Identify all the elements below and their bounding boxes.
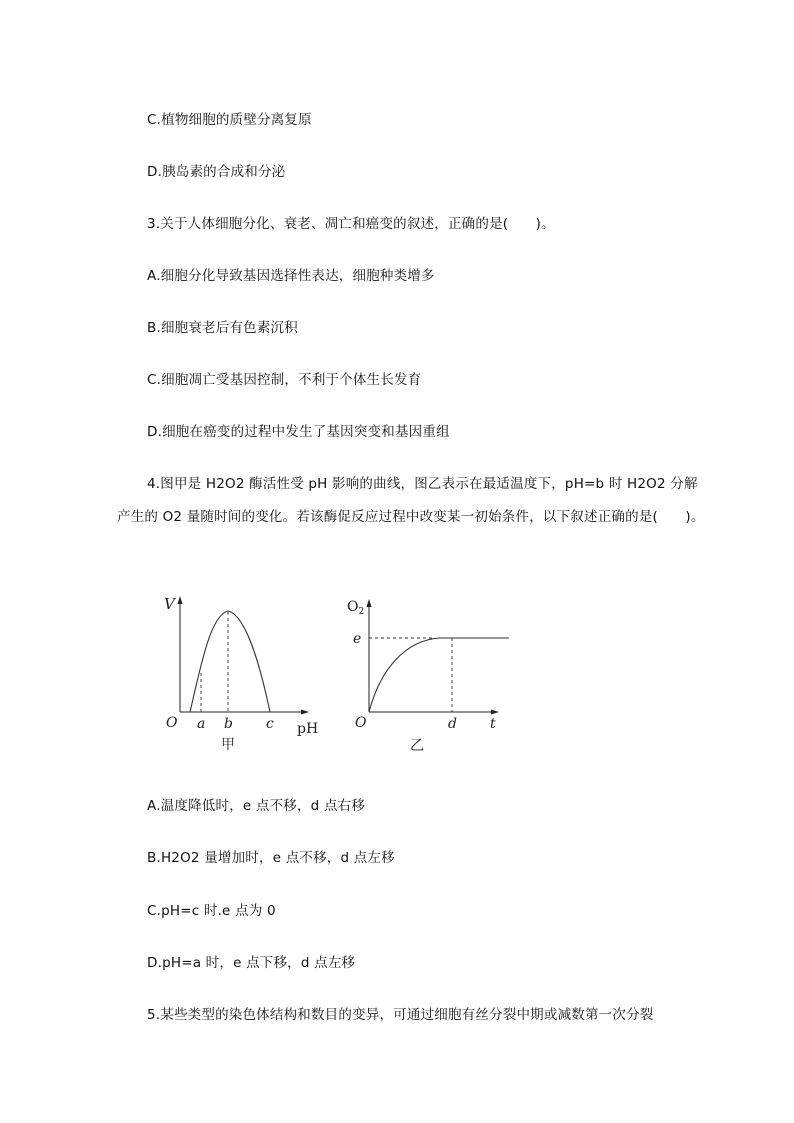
question-4-stem-line-2: 产生的 O2 量随时间的变化。若该酶促反应过程中改变某一初始条件，以下叙述正确的是( )。 xyxy=(117,509,705,525)
y-axis-label: V xyxy=(164,595,175,613)
option-q3-d: D.细胞在癌变的过程中发生了基因突变和基因重组 xyxy=(147,424,450,440)
question-3-stem: 3.关于人体细胞分化、衰老、凋亡和癌变的叙述，正确的是( )。 xyxy=(147,216,555,232)
figure-jia-ph-curve xyxy=(160,585,330,760)
figure-title: 乙 xyxy=(410,738,424,754)
option-q4-c: C.pH=c 时.e 点为 0 xyxy=(147,903,276,919)
x-axis-label: pH xyxy=(297,721,319,737)
option-q2-c: C.植物细胞的质壁分离复原 xyxy=(147,112,312,128)
tick-d: d xyxy=(448,716,457,732)
x-axis-label: t xyxy=(490,716,496,732)
option-q3-c: C.细胞凋亡受基因控制，不利于个体生长发育 xyxy=(147,372,422,388)
option-q2-d: D.胰岛素的合成和分泌 xyxy=(147,164,286,180)
option-q4-d: D.pH=a 时，e 点下移，d 点左移 xyxy=(147,955,356,971)
tick-b: b xyxy=(224,716,233,732)
tick-a: a xyxy=(197,716,206,732)
x-axis-arrow-icon xyxy=(301,710,309,715)
option-q4-b: B.H2O2 量增加时，e 点不移，d 点左移 xyxy=(147,850,395,866)
question-5-stem: 5.某些类型的染色体结构和数目的变异，可通过细胞有丝分裂中期或减数第一次分裂 xyxy=(147,1007,654,1023)
x-axis-arrow-icon xyxy=(491,710,499,715)
figure-yi-o2-curve xyxy=(335,585,520,760)
y-axis-arrow-icon xyxy=(178,596,183,604)
figure-title: 甲 xyxy=(221,737,235,753)
question-4-stem-line-1: 4.图甲是 H2O2 酶活性受 pH 影响的曲线，图乙表示在最适温度下，pH=b 时 H2O2 分解 xyxy=(147,476,698,492)
tick-e: e xyxy=(353,631,362,647)
origin-label: O xyxy=(166,715,178,731)
activity-curve xyxy=(190,611,270,712)
y-axis-arrow-icon xyxy=(367,599,372,607)
option-q3-b: B.细胞衰老后有色素沉积 xyxy=(147,320,298,336)
option-q3-a: A.细胞分化导致基因选择性表达，细胞种类增多 xyxy=(147,268,435,284)
option-q4-a: A.温度降低时，e 点不移，d 点右移 xyxy=(147,798,366,814)
y-axis-label: $O_2$ xyxy=(347,599,365,617)
tick-c: c xyxy=(266,716,274,732)
origin-label: O xyxy=(355,715,367,731)
o2-curve xyxy=(369,638,509,712)
